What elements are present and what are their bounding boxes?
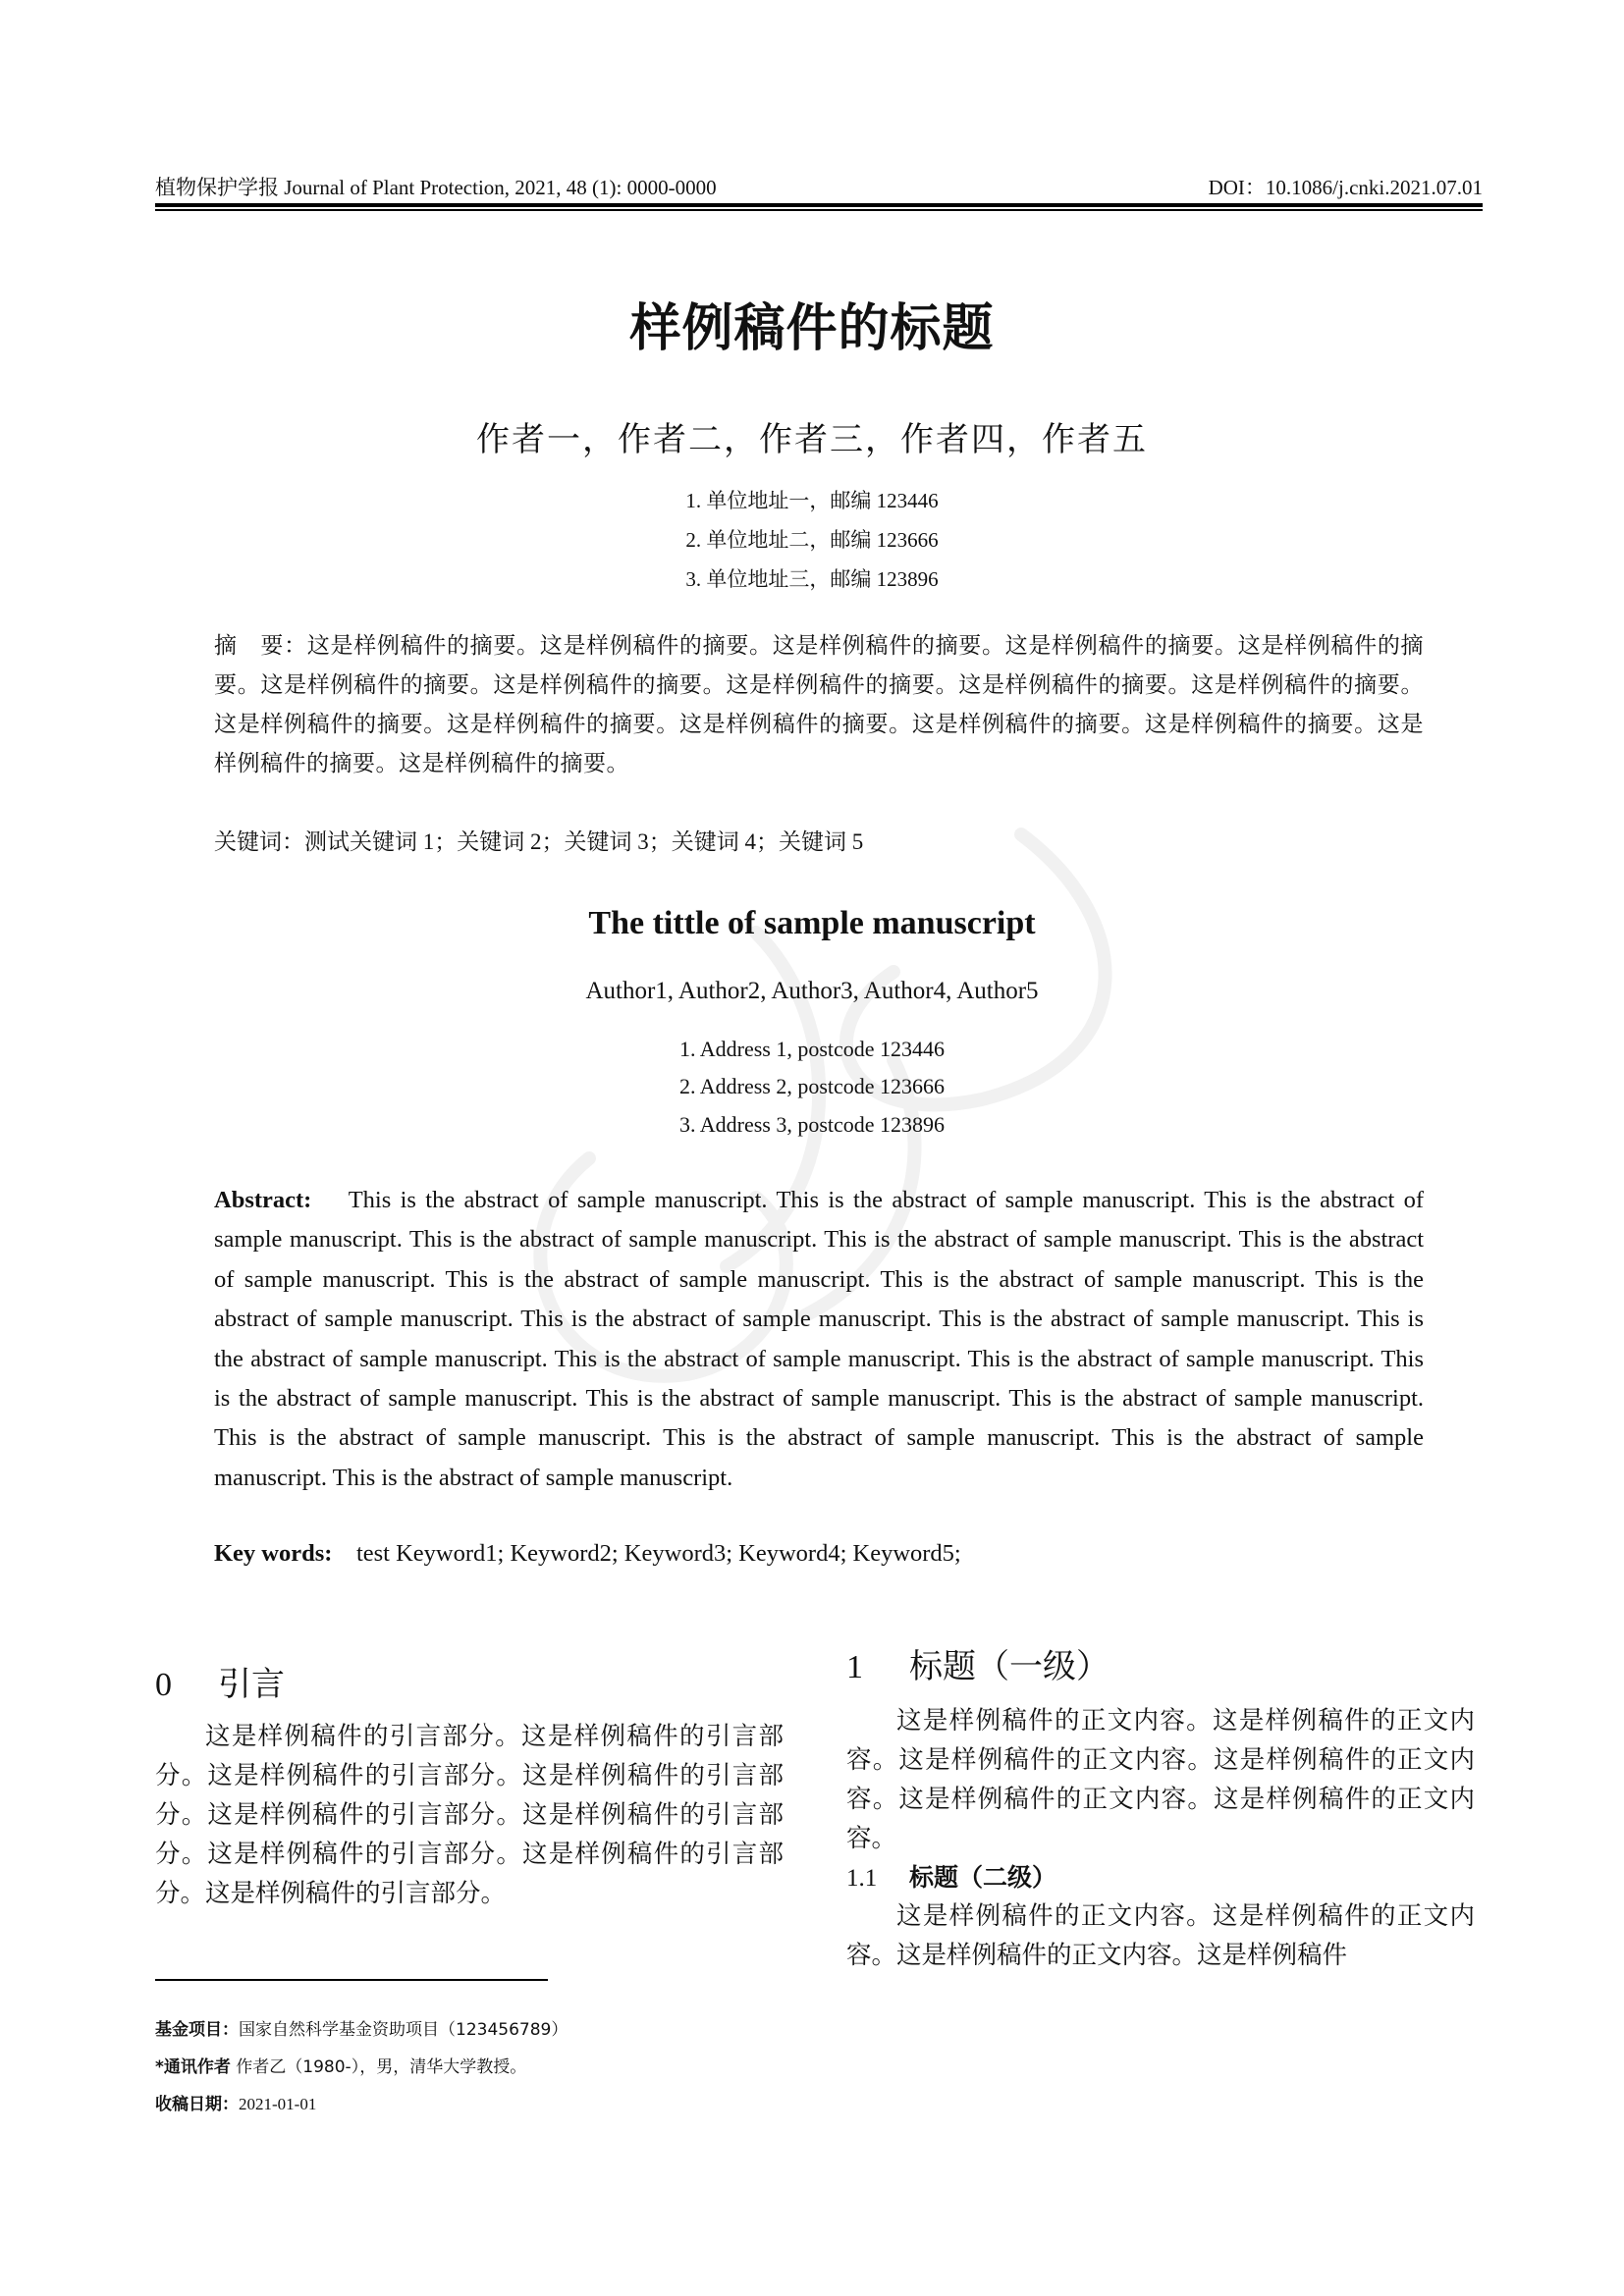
- section-number: 1: [846, 1649, 863, 1685]
- cn-affiliation-3: 3. 单位地址三，邮编 123896: [685, 567, 939, 591]
- section-title: 引言: [218, 1665, 285, 1704]
- cn-abstract-text: 这是样例稿件的摘要。这是样例稿件的摘要。这是样例稿件的摘要。这是样例稿件的摘要。这是样例稿件的摘要。这是样例稿件的摘要。这是样例稿件的摘要。这是样例稿件的摘要。这是样例稿件的摘要。这是样例稿件的摘要。这是样例稿件的摘要。这是样例稿件的摘要。这是样例稿件的摘要。这是样例稿件的摘要。这是样例稿件的摘要。这是样例稿件的摘要。这是样例稿件的摘要。: [214, 633, 1425, 775]
- section-number: 0: [155, 1667, 172, 1703]
- footnote-rule: [155, 1979, 548, 1981]
- cn-keywords-text: 测试关键词 1；关键词 2；关键词 3；关键词 4；关键词 5: [304, 829, 864, 854]
- corr-text: 作者乙（1980-），男，清华大学教授。: [236, 2057, 527, 2077]
- en-keywords-text: test Keyword1; Keyword2; Keyword3; Keyword4; Keyword5;: [355, 1540, 961, 1567]
- received-label: 收稿日期：: [155, 2095, 239, 2114]
- subsection-body-1-1: 这是样例稿件的正文内容。这是样例稿件的正文内容。这是样例稿件的正文内容。这是样例稿件: [846, 1901, 1475, 1970]
- cn-keywords: [214, 823, 863, 862]
- received-text: 2021-01-01: [239, 2095, 317, 2113]
- section-body-intro: 这是样例稿件的引言部分。这是样例稿件的引言部分。这是样例稿件的引言部分。这是样例稿件的引言部分。这是样例稿件的引言部分。这是样例稿件的引言部分。这是样例稿件的引言部分。这是样例稿件的引言部分。这是样例稿件的引言部分。: [155, 1722, 784, 1908]
- en-affiliation-3: 3. Address 3, postcode 123896: [678, 1112, 946, 1137]
- en-title: The tittle of sample manuscript: [588, 905, 1036, 941]
- footnote-received-date: [155, 2090, 316, 2114]
- section-heading-1: [846, 1639, 1475, 1687]
- header-rule-thin: [155, 209, 1483, 211]
- en-abstract: [214, 1181, 1424, 1498]
- section-heading-intro: [155, 1657, 784, 1705]
- section-intro: [155, 1657, 784, 1913]
- cn-affiliation-2: 2. 单位地址二，邮编 123666: [685, 528, 939, 552]
- cn-abstract-label: 摘 要：: [214, 633, 307, 658]
- subsection-title: 标题（二级）: [909, 1863, 1057, 1892]
- en-affiliation-1: 1. Address 1, postcode 123446: [678, 1037, 946, 1061]
- en-keywords: [214, 1538, 961, 1570]
- en-authors: Author1, Author2, Author3, Author4, Author5: [585, 978, 1039, 1004]
- footnote-corresponding-author: [155, 2053, 526, 2077]
- fund-text: 国家自然科学基金资助项目（123456789）: [239, 2020, 568, 2040]
- cn-title: 样例稿件的标题: [629, 299, 995, 358]
- section-title: 标题（一级）: [909, 1647, 1110, 1686]
- en-abstract-label: Abstract:: [214, 1187, 312, 1213]
- cn-keywords-label: 关键词：: [214, 829, 304, 854]
- subsection-number: 1.1: [846, 1865, 878, 1892]
- en-keywords-label: Key words:: [214, 1540, 333, 1567]
- running-header: [155, 172, 1483, 201]
- section-body-1: 这是样例稿件的正文内容。这是样例稿件的正文内容。这是样例稿件的正文内容。这是样例稿件的正文内容。这是样例稿件的正文内容。这是样例稿件的正文内容。: [846, 1706, 1475, 1853]
- cn-abstract: [214, 626, 1424, 783]
- section-1: [846, 1639, 1475, 1975]
- journal-citation: 植物保护学报 Journal of Plant Protection, 2021, 48 (1): 0000-0000: [155, 176, 717, 199]
- en-abstract-text: This is the abstract of sample manuscript. This is the abstract of sample manuscript. This is the abstract of sample manuscript. This is the abstract of sample manuscript. This is the abstract of sample manuscript. This is the abstract of sample manuscript. This is the abstract of sample manuscript. This is the abstract of sample manuscript. This is the abstract of sample manuscript. This is the abstract of sample manuscript. This is the abstract of sample manuscript. This is the abstract of sample manuscript. This is the abstract of sample manuscript. This is the abstract of sample manuscript. This is the abstract of sample manuscript. This is the abstract of sample manuscript. This is the abstract of sample manuscript. This is the abstract of sample manuscript. This is the abstract of sample manuscript. This is the abstract of sample manuscript. This is the abstract of sample manuscript.: [214, 1187, 1425, 1491]
- cn-affiliation-1: 1. 单位地址一，邮编 123446: [685, 489, 939, 512]
- header-rule-thick: [155, 203, 1483, 207]
- subsection-heading-1-1: [846, 1860, 1475, 1896]
- fund-label: 基金项目：: [155, 2020, 239, 2040]
- doi: DOI：10.1086/j.cnki.2021.07.01: [1208, 176, 1483, 199]
- en-affiliation-2: 2. Address 2, postcode 123666: [678, 1074, 946, 1098]
- cn-authors: 作者一，作者二，作者三，作者四，作者五: [476, 422, 1148, 458]
- footnote-fund: [155, 2015, 568, 2040]
- corr-label: *通讯作者: [155, 2057, 231, 2077]
